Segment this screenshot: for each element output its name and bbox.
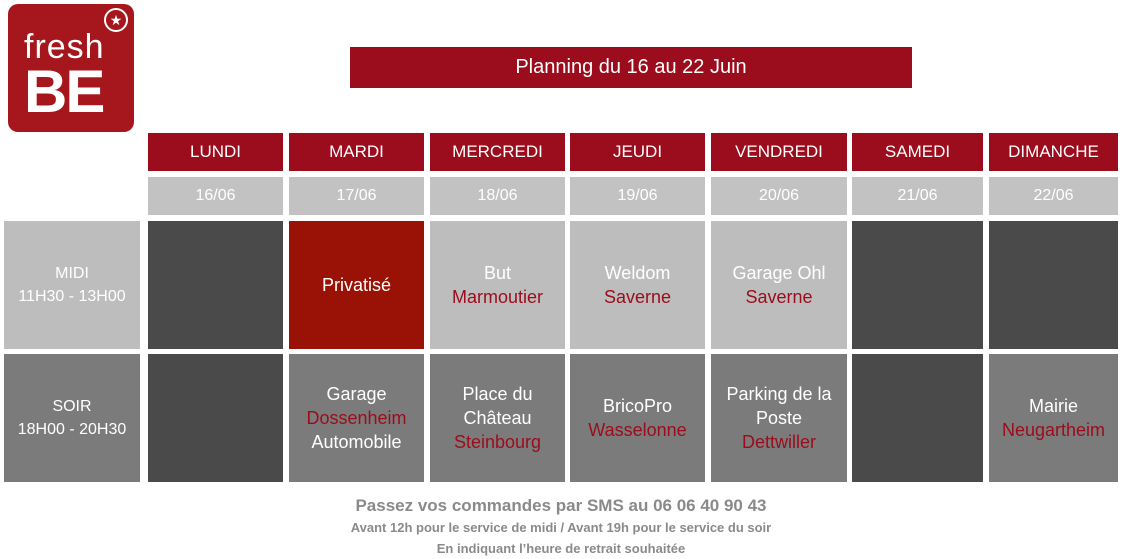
slot-location: Parking de la — [726, 384, 832, 404]
slot-city: Saverne — [603, 287, 672, 307]
planning-title-banner: Planning du 16 au 22 Juin — [350, 47, 912, 88]
slot-soir-lundi — [148, 354, 283, 482]
row-label-hours: 11H30 - 13H00 — [18, 288, 126, 305]
slot-midi-samedi — [852, 221, 983, 349]
slot-location-extra: Automobile — [311, 432, 402, 452]
slot-location: BricoPro — [602, 396, 673, 416]
pickup-time-info: En indiquant l’heure de retrait souhaitée — [436, 541, 686, 556]
order-deadline-info: Avant 12h pour le service de midi / Avant 19h pour le service du soir — [350, 520, 772, 535]
slot-location: Garage Ohl — [732, 263, 826, 283]
sms-order-info: Passez vos commandes par SMS au 06 06 40 90 43 — [355, 496, 767, 515]
slot-location-extra: Château — [463, 408, 532, 428]
slot-city: Neugartheim — [1001, 420, 1106, 440]
day-header-mardi: MARDI — [289, 133, 424, 171]
row-label-title: SOIR — [52, 398, 92, 415]
slot-midi-mardi — [289, 221, 424, 349]
slot-location: Place du — [462, 384, 533, 404]
day-header-samedi: SAMEDI — [852, 133, 983, 171]
day-header-jeudi: JEUDI — [570, 133, 705, 171]
slot-location: Mairie — [1028, 396, 1078, 416]
slot-city: Saverne — [745, 287, 813, 307]
day-header-mercredi: MERCREDI — [430, 133, 565, 171]
slot-city: Dettwiller — [741, 432, 816, 452]
date-mardi: 17/06 — [289, 177, 424, 215]
row-label-hours: 18H00 - 20H30 — [17, 421, 127, 438]
freshbe-logo — [8, 4, 134, 132]
slot-soir-dimanche — [989, 354, 1118, 482]
slot-midi-lundi — [148, 221, 283, 349]
slot-city: Dossenheim — [306, 408, 407, 428]
slot-midi-jeudi — [570, 221, 705, 349]
slot-soir-jeudi — [570, 354, 705, 482]
slot-soir-mercredi — [430, 354, 565, 482]
star-icon: ★ — [104, 8, 128, 32]
slot-city: Marmoutier — [451, 287, 544, 307]
slot-soir-mardi — [289, 354, 424, 482]
logo-text-top: fresh — [24, 28, 105, 66]
slot-midi-vendredi — [711, 221, 847, 349]
day-header-dimanche: DIMANCHE — [989, 133, 1118, 171]
slot-soir-vendredi — [711, 354, 847, 482]
date-samedi: 21/06 — [852, 177, 983, 215]
slot-location: Weldom — [604, 263, 671, 283]
slot-location-extra: Poste — [755, 408, 803, 428]
slot-location: Privatisé — [321, 275, 392, 295]
date-lundi: 16/06 — [148, 177, 283, 215]
slot-city: Steinbourg — [453, 432, 542, 452]
date-mercredi: 18/06 — [430, 177, 565, 215]
row-label-midi — [4, 221, 140, 349]
date-jeudi: 19/06 — [570, 177, 705, 215]
date-dimanche: 22/06 — [989, 177, 1118, 215]
date-vendredi: 20/06 — [711, 177, 847, 215]
slot-midi-mercredi — [430, 221, 565, 349]
day-header-lundi: LUNDI — [148, 133, 283, 171]
slot-location: But — [483, 263, 512, 283]
day-header-vendredi: VENDREDI — [711, 133, 847, 171]
slot-soir-samedi — [852, 354, 983, 482]
slot-midi-dimanche — [989, 221, 1118, 349]
slot-city: Wasselonne — [588, 420, 687, 440]
logo-text-bottom: BE — [24, 58, 104, 125]
row-label-soir — [4, 354, 140, 482]
slot-location: Garage — [326, 384, 387, 404]
row-label-title: MIDI — [55, 265, 89, 282]
